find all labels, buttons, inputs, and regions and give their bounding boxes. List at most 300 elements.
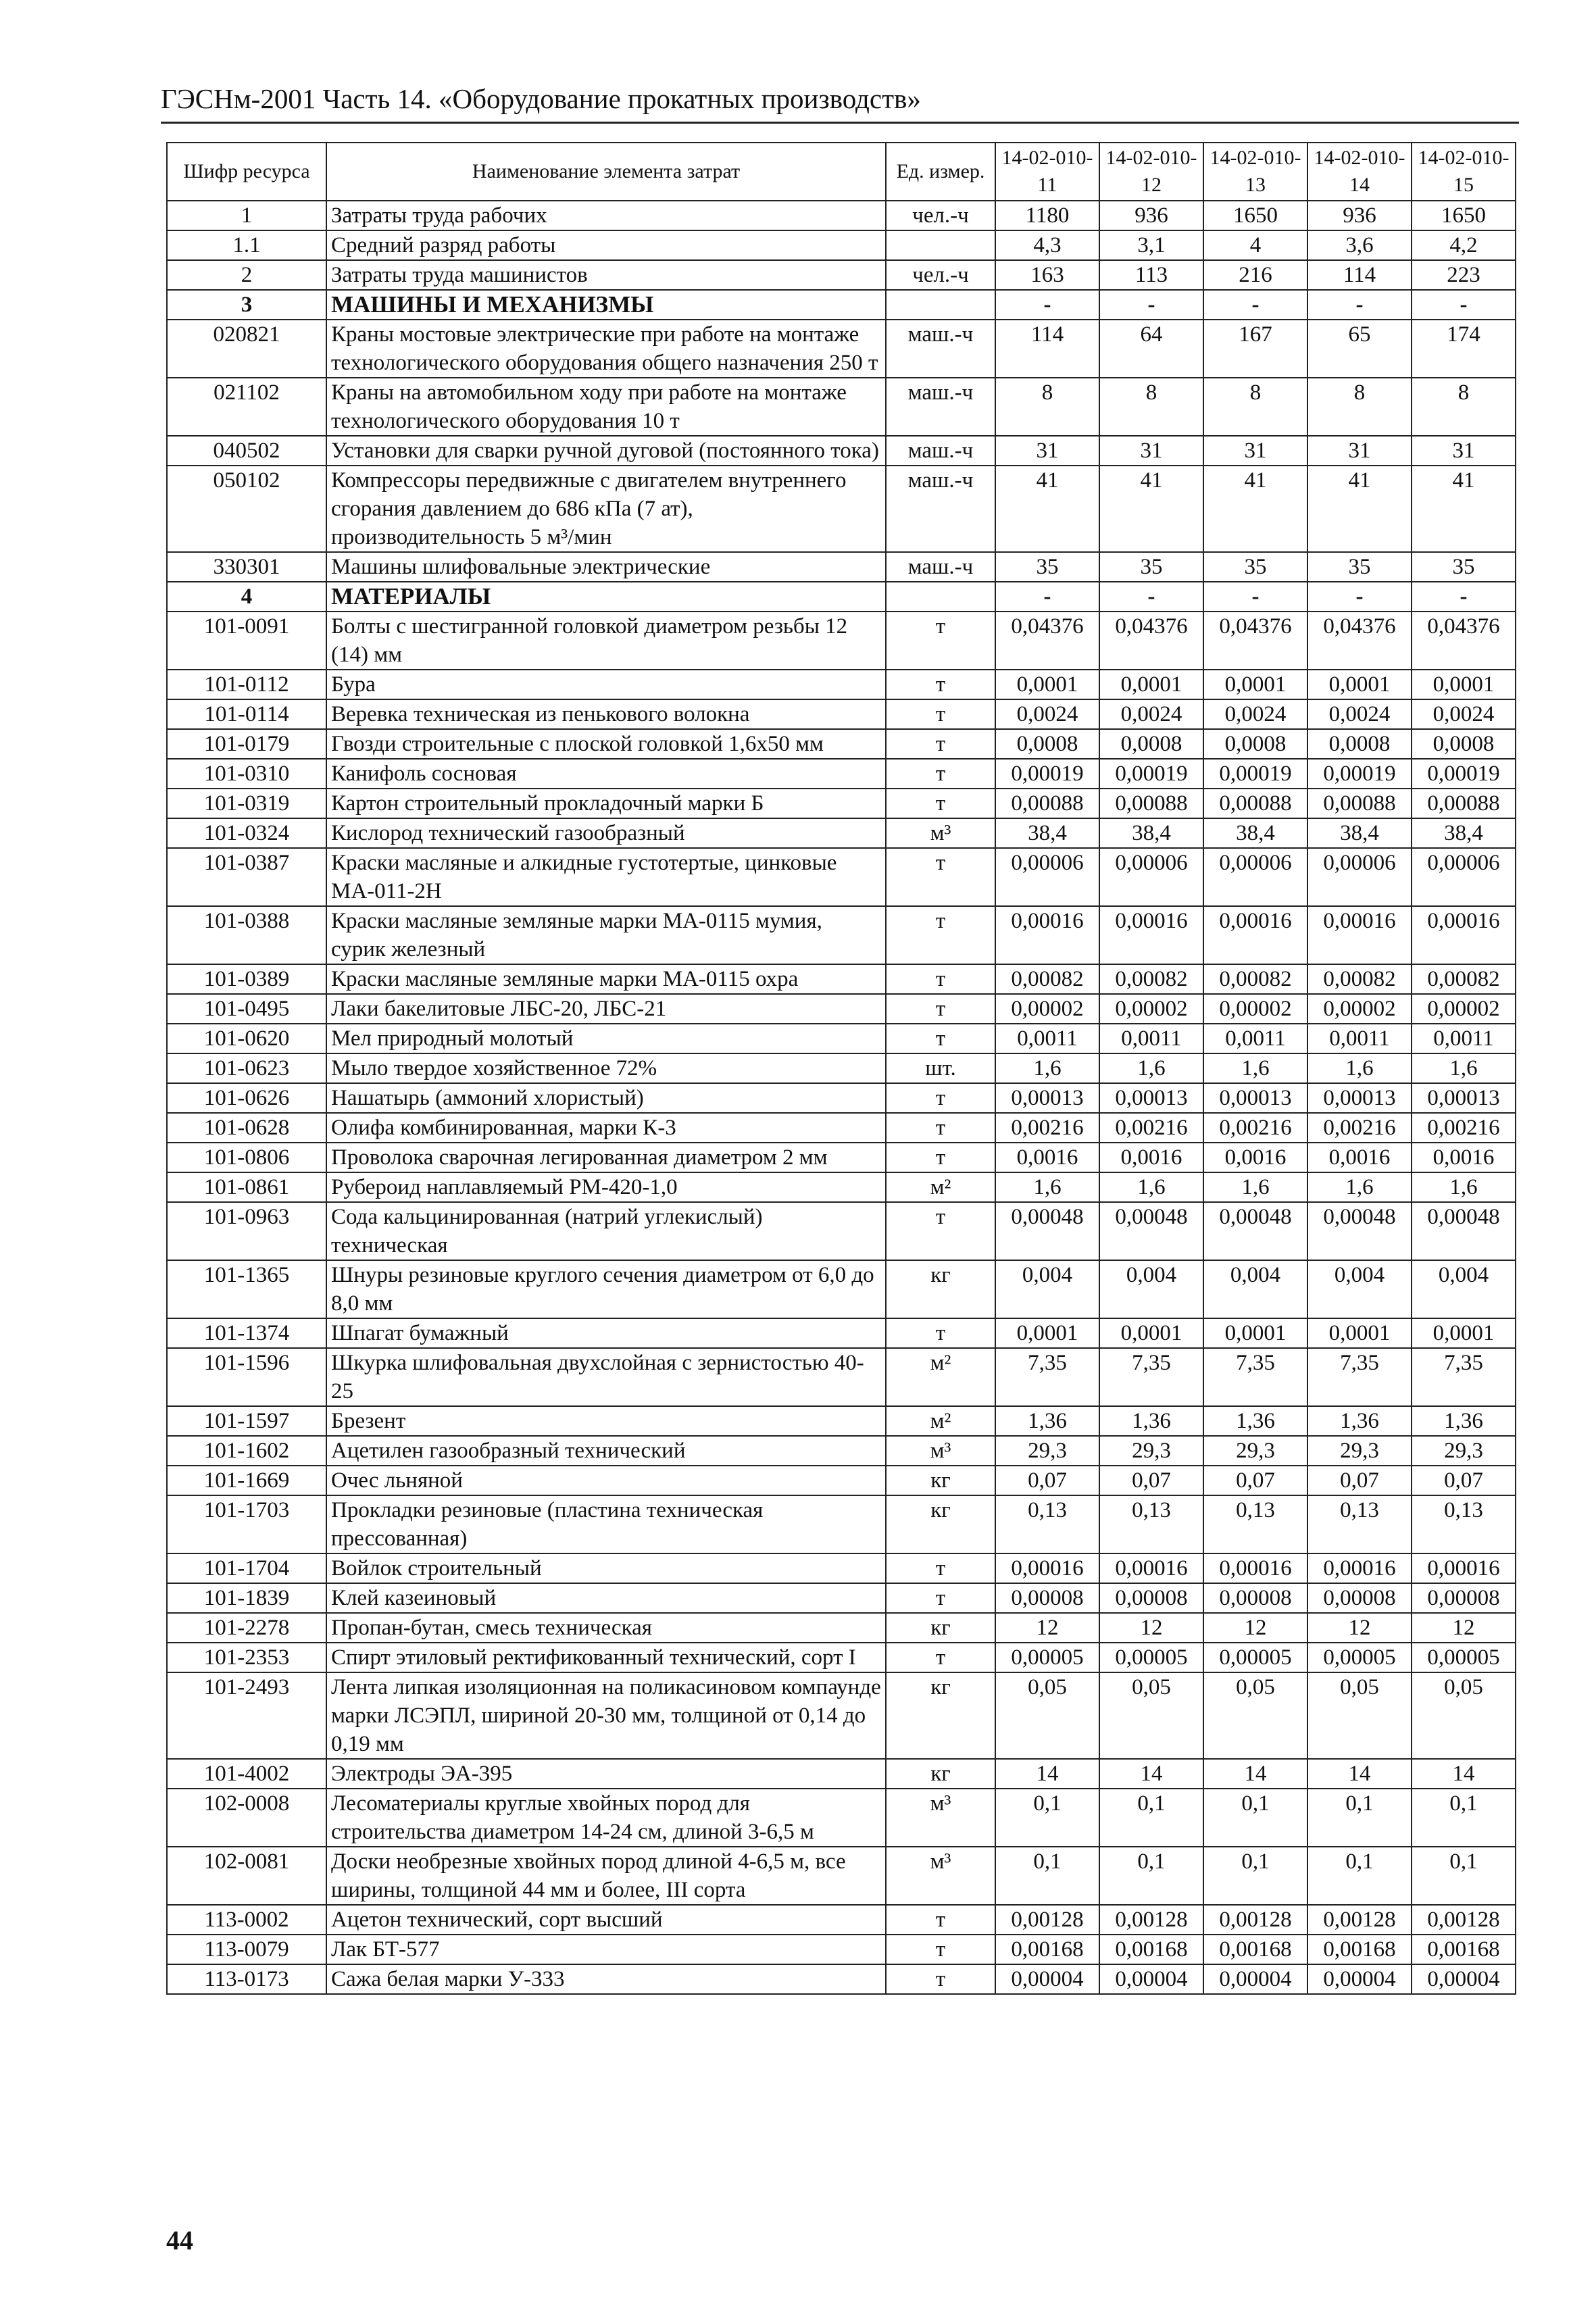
resource-code-cell: 101-0963 — [167, 1202, 326, 1260]
table-row — [167, 1759, 1516, 1789]
value-cell: 0,00216 — [1307, 1113, 1412, 1143]
table-body — [167, 201, 1516, 1994]
value-cell: 0,004 — [1307, 1260, 1412, 1318]
value-cell: 1,6 — [1099, 1172, 1203, 1202]
resource-name-cell: Лесоматериалы круглые хвойных пород для строительства диаметром 14-24 см, длиной 3-6,5 м — [326, 1789, 886, 1847]
resource-code-cell: 4 — [167, 582, 326, 612]
value-cell: 31 — [1307, 436, 1412, 466]
resource-table-container — [166, 142, 1515, 1995]
value-cell: 0,00168 — [1307, 1935, 1412, 1964]
table-row — [167, 1613, 1516, 1643]
resource-name-cell: Картон строительный прокладочный марки Б — [326, 789, 886, 818]
value-cell: 0,00004 — [1203, 1964, 1307, 1994]
unit-cell: т — [886, 1143, 995, 1172]
value-cell: 0,00082 — [1412, 964, 1516, 994]
table-row — [167, 1847, 1516, 1905]
table-row — [167, 378, 1516, 436]
value-cell: 0,07 — [1412, 1466, 1516, 1495]
table-header-row — [167, 143, 1516, 201]
value-cell: 0,00019 — [1412, 759, 1516, 789]
resource-code-cell: 101-1839 — [167, 1583, 326, 1613]
resource-name-cell: Затраты труда рабочих — [326, 201, 886, 230]
value-cell: 0,00128 — [1099, 1905, 1203, 1935]
value-cell: 936 — [1099, 201, 1203, 230]
resource-code-cell: 101-1704 — [167, 1553, 326, 1583]
value-cell: 7,35 — [995, 1348, 1099, 1406]
resource-code-cell: 101-0628 — [167, 1113, 326, 1143]
resource-name-cell: Краски масляные и алкидные густотертые, цинковые МА-011-2Н — [326, 848, 886, 906]
resource-code-cell: 102-0081 — [167, 1847, 326, 1905]
value-cell: 0,1 — [1307, 1789, 1412, 1847]
value-cell: 0,00088 — [1307, 789, 1412, 818]
resource-name-cell: Мыло твердое хозяйственное 72% — [326, 1053, 886, 1083]
value-cell: 1,6 — [1412, 1172, 1516, 1202]
value-cell: 0,004 — [1203, 1260, 1307, 1318]
resource-name-cell: Краны мостовые электрические при работе на монтаже технологического оборудования общего назначения 250 т — [326, 320, 886, 378]
resource-code-cell: 101-4002 — [167, 1759, 326, 1789]
value-cell: 0,0008 — [1412, 729, 1516, 759]
value-cell: 0,00013 — [1412, 1083, 1516, 1113]
resource-name-cell: Шнуры резиновые круглого сечения диаметром от 6,0 до 8,0 мм — [326, 1260, 886, 1318]
value-cell: 31 — [995, 436, 1099, 466]
unit-cell: м³ — [886, 818, 995, 848]
table-row — [167, 320, 1516, 378]
value-cell: 0,13 — [1412, 1495, 1516, 1553]
unit-cell: маш.-ч — [886, 436, 995, 466]
value-cell: 0,00006 — [1203, 848, 1307, 906]
value-cell: 0,00005 — [1099, 1643, 1203, 1672]
unit-cell: маш.-ч — [886, 552, 995, 582]
unit-cell: т — [886, 729, 995, 759]
value-cell: 0,00005 — [1412, 1643, 1516, 1672]
unit-cell: т — [886, 1024, 995, 1053]
value-cell: 0,00019 — [1099, 759, 1203, 789]
resource-code-cell: 101-1596 — [167, 1348, 326, 1406]
column-header: 14-02-010-14 — [1307, 143, 1412, 201]
value-cell: - — [1307, 582, 1412, 612]
value-cell: 29,3 — [1412, 1436, 1516, 1466]
table-row — [167, 1318, 1516, 1348]
resource-code-cell: 1.1 — [167, 230, 326, 260]
value-cell: 174 — [1412, 320, 1516, 378]
unit-cell: м² — [886, 1406, 995, 1436]
value-cell: 0,0024 — [1412, 699, 1516, 729]
value-cell: 0,00082 — [1203, 964, 1307, 994]
value-cell: 1,6 — [1307, 1053, 1412, 1083]
resource-name-cell: Лаки бакелитовые ЛБС-20, ЛБС-21 — [326, 994, 886, 1024]
resource-name-cell: Шкурка шлифовальная двухслойная с зернистостью 40-25 — [326, 1348, 886, 1406]
value-cell: 0,00016 — [1203, 906, 1307, 964]
table-row — [167, 1905, 1516, 1935]
resource-code-cell: 2 — [167, 260, 326, 290]
unit-cell: м³ — [886, 1436, 995, 1466]
value-cell: 0,0008 — [995, 729, 1099, 759]
value-cell: 29,3 — [1307, 1436, 1412, 1466]
value-cell: 0,0024 — [1099, 699, 1203, 729]
resource-code-cell: 101-0319 — [167, 789, 326, 818]
value-cell: 0,00016 — [1307, 906, 1412, 964]
value-cell: 7,35 — [1099, 1348, 1203, 1406]
resource-name-cell: Краски масляные земляные марки МА-0115 мумия, сурик железный — [326, 906, 886, 964]
value-cell: 0,00088 — [995, 789, 1099, 818]
resource-code-cell: 101-2278 — [167, 1613, 326, 1643]
value-cell: 0,00168 — [1203, 1935, 1307, 1964]
resource-name-cell: Ацетон технический, сорт высший — [326, 1905, 886, 1935]
resource-code-cell: 101-1669 — [167, 1466, 326, 1495]
value-cell: 1180 — [995, 201, 1099, 230]
unit-cell: маш.-ч — [886, 378, 995, 436]
page-header: ГЭСНм-2001 Часть 14. «Оборудование прокатных производств» — [161, 81, 1519, 124]
unit-cell: т — [886, 699, 995, 729]
table-row — [167, 1436, 1516, 1466]
value-cell: 0,0011 — [1203, 1024, 1307, 1053]
value-cell: 0,00016 — [1412, 906, 1516, 964]
table-row — [167, 1583, 1516, 1613]
value-cell: 0,07 — [1203, 1466, 1307, 1495]
unit-cell: чел.-ч — [886, 201, 995, 230]
value-cell: 0,00128 — [1203, 1905, 1307, 1935]
resource-name-cell: Сода кальцинированная (натрий углекислый) техническая — [326, 1202, 886, 1260]
resource-code-cell: 101-0861 — [167, 1172, 326, 1202]
value-cell: 0,0011 — [1099, 1024, 1203, 1053]
value-cell: 0,05 — [1412, 1672, 1516, 1759]
value-cell: 0,0024 — [995, 699, 1099, 729]
value-cell: 41 — [1203, 466, 1307, 552]
value-cell: 3,1 — [1099, 230, 1203, 260]
value-cell: - — [1412, 582, 1516, 612]
resource-code-cell: 101-1365 — [167, 1260, 326, 1318]
value-cell: 12 — [995, 1613, 1099, 1643]
table-row — [167, 906, 1516, 964]
value-cell: 1,6 — [1099, 1053, 1203, 1083]
resource-code-cell: 050102 — [167, 466, 326, 552]
value-cell: 1,6 — [995, 1172, 1099, 1202]
table-row — [167, 670, 1516, 699]
resource-code-cell: 113-0173 — [167, 1964, 326, 1994]
unit-cell: т — [886, 1935, 995, 1964]
value-cell: 12 — [1412, 1613, 1516, 1643]
resource-code-cell: 101-1602 — [167, 1436, 326, 1466]
value-cell: 0,0016 — [1412, 1143, 1516, 1172]
value-cell: 0,0008 — [1203, 729, 1307, 759]
value-cell: 0,0016 — [1203, 1143, 1307, 1172]
resource-name-cell: Войлок строительный — [326, 1553, 886, 1583]
value-cell: 167 — [1203, 320, 1307, 378]
unit-cell: м² — [886, 1172, 995, 1202]
table-row — [167, 729, 1516, 759]
table-header — [167, 143, 1516, 201]
value-cell: 14 — [1203, 1759, 1307, 1789]
value-cell: 0,1 — [1412, 1847, 1516, 1905]
unit-cell: т — [886, 848, 995, 906]
resource-code-cell: 101-1374 — [167, 1318, 326, 1348]
resource-name-cell: Болты с шестигранной головкой диаметром резьбы 12 (14) мм — [326, 612, 886, 670]
value-cell: 41 — [995, 466, 1099, 552]
resource-code-cell: 101-0179 — [167, 729, 326, 759]
unit-cell: т — [886, 1318, 995, 1348]
value-cell: 31 — [1203, 436, 1307, 466]
value-cell: 0,1 — [1099, 1789, 1203, 1847]
resource-name-cell: МАШИНЫ И МЕХАНИЗМЫ — [326, 290, 886, 320]
value-cell: 0,1 — [1307, 1847, 1412, 1905]
resource-name-cell: Электроды ЭА-395 — [326, 1759, 886, 1789]
resource-code-cell: 101-0623 — [167, 1053, 326, 1083]
value-cell: 0,0016 — [1099, 1143, 1203, 1172]
column-header: 14-02-010-15 — [1412, 143, 1516, 201]
value-cell: 0,0011 — [1307, 1024, 1412, 1053]
value-cell: 0,00168 — [1412, 1935, 1516, 1964]
value-cell: 38,4 — [1307, 818, 1412, 848]
table-row — [167, 552, 1516, 582]
resource-name-cell: Проволока сварочная легированная диаметром 2 мм — [326, 1143, 886, 1172]
resource-name-cell: Машины шлифовальные электрические — [326, 552, 886, 582]
value-cell: 0,04376 — [1307, 612, 1412, 670]
resource-name-cell: Олифа комбинированная, марки К-3 — [326, 1113, 886, 1143]
value-cell: 0,00013 — [1307, 1083, 1412, 1113]
unit-cell: т — [886, 964, 995, 994]
table-row — [167, 1553, 1516, 1583]
table-row — [167, 848, 1516, 906]
value-cell: 0,004 — [1099, 1260, 1203, 1318]
value-cell: 1,6 — [995, 1053, 1099, 1083]
table-row — [167, 612, 1516, 670]
unit-cell: т — [886, 1583, 995, 1613]
value-cell: 7,35 — [1412, 1348, 1516, 1406]
resource-name-cell: Затраты труда машинистов — [326, 260, 886, 290]
value-cell: 0,00082 — [1307, 964, 1412, 994]
value-cell: - — [995, 582, 1099, 612]
column-header: Наименование элемента затрат — [326, 143, 886, 201]
value-cell: 14 — [1412, 1759, 1516, 1789]
value-cell: 31 — [1412, 436, 1516, 466]
value-cell: 0,00088 — [1203, 789, 1307, 818]
resource-name-cell: Гвозди строительные с плоской головкой 1,6х50 мм — [326, 729, 886, 759]
value-cell: 0,00016 — [995, 906, 1099, 964]
value-cell: 7,35 — [1307, 1348, 1412, 1406]
table-row — [167, 1348, 1516, 1406]
value-cell: 0,00048 — [1412, 1202, 1516, 1260]
value-cell: 0,0001 — [1307, 670, 1412, 699]
table-row — [167, 1466, 1516, 1495]
value-cell: 14 — [1307, 1759, 1412, 1789]
value-cell: 0,00013 — [1203, 1083, 1307, 1113]
value-cell: 1650 — [1412, 201, 1516, 230]
value-cell: 936 — [1307, 201, 1412, 230]
table-row — [167, 759, 1516, 789]
resource-code-cell: 101-0495 — [167, 994, 326, 1024]
unit-cell: кг — [886, 1495, 995, 1553]
table-row — [167, 1202, 1516, 1260]
column-header: 14-02-010-11 — [995, 143, 1099, 201]
value-cell: 0,00002 — [1099, 994, 1203, 1024]
value-cell: 1,6 — [1203, 1053, 1307, 1083]
value-cell: 64 — [1099, 320, 1203, 378]
table-row — [167, 1495, 1516, 1553]
value-cell: - — [1099, 582, 1203, 612]
value-cell: 0,00128 — [1412, 1905, 1516, 1935]
value-cell: 0,0001 — [1099, 670, 1203, 699]
unit-cell: т — [886, 1113, 995, 1143]
value-cell: 0,04376 — [995, 612, 1099, 670]
value-cell: 8 — [1099, 378, 1203, 436]
resource-code-cell: 102-0008 — [167, 1789, 326, 1847]
unit-cell — [886, 290, 995, 320]
resource-code-cell: 101-1597 — [167, 1406, 326, 1436]
value-cell: 0,00016 — [1412, 1553, 1516, 1583]
table-row — [167, 1935, 1516, 1964]
value-cell: 1,36 — [1307, 1406, 1412, 1436]
value-cell: 0,13 — [1307, 1495, 1412, 1553]
unit-cell: т — [886, 789, 995, 818]
value-cell: - — [1203, 582, 1307, 612]
value-cell: 7,35 — [1203, 1348, 1307, 1406]
resource-code-cell: 101-0389 — [167, 964, 326, 994]
value-cell: 1,36 — [1412, 1406, 1516, 1436]
table-row — [167, 1643, 1516, 1672]
value-cell: 0,1 — [1203, 1847, 1307, 1905]
unit-cell: кг — [886, 1759, 995, 1789]
unit-cell: т — [886, 759, 995, 789]
unit-cell: т — [886, 1643, 995, 1672]
value-cell: 0,00019 — [1307, 759, 1412, 789]
column-header: Шифр ресурса — [167, 143, 326, 201]
value-cell: 14 — [995, 1759, 1099, 1789]
resource-name-cell: Сажа белая марки У-333 — [326, 1964, 886, 1994]
resource-code-cell: 101-0620 — [167, 1024, 326, 1053]
value-cell: 38,4 — [1099, 818, 1203, 848]
value-cell: 12 — [1203, 1613, 1307, 1643]
value-cell: 0,1 — [1099, 1847, 1203, 1905]
resource-code-cell: 101-0388 — [167, 906, 326, 964]
value-cell: 0,13 — [995, 1495, 1099, 1553]
value-cell: 0,0011 — [995, 1024, 1099, 1053]
value-cell: 29,3 — [1203, 1436, 1307, 1466]
value-cell: 1,6 — [1307, 1172, 1412, 1202]
unit-cell: чел.-ч — [886, 260, 995, 290]
value-cell: 0,00006 — [1412, 848, 1516, 906]
value-cell: 0,00088 — [1099, 789, 1203, 818]
value-cell: 0,04376 — [1099, 612, 1203, 670]
value-cell: 12 — [1099, 1613, 1203, 1643]
value-cell: - — [1203, 290, 1307, 320]
unit-cell: кг — [886, 1260, 995, 1318]
value-cell: 0,1 — [995, 1847, 1099, 1905]
value-cell: 0,00008 — [995, 1583, 1099, 1613]
value-cell: 0,0001 — [995, 670, 1099, 699]
value-cell: 0,0011 — [1412, 1024, 1516, 1053]
resource-code-cell: 101-2353 — [167, 1643, 326, 1672]
value-cell: 12 — [1307, 1613, 1412, 1643]
value-cell: 0,0024 — [1307, 699, 1412, 729]
resource-name-cell: Шпагат бумажный — [326, 1318, 886, 1348]
column-header: 14-02-010-13 — [1203, 143, 1307, 201]
value-cell: 0,00002 — [1307, 994, 1412, 1024]
value-cell: 38,4 — [1203, 818, 1307, 848]
column-header: Ед. измер. — [886, 143, 995, 201]
value-cell: 0,04376 — [1412, 612, 1516, 670]
value-cell: 0,00128 — [1307, 1905, 1412, 1935]
value-cell: 114 — [1307, 260, 1412, 290]
resource-code-cell: 101-0626 — [167, 1083, 326, 1113]
unit-cell: т — [886, 670, 995, 699]
resource-name-cell: Бура — [326, 670, 886, 699]
value-cell: 0,07 — [995, 1466, 1099, 1495]
unit-cell: т — [886, 1553, 995, 1583]
table-row — [167, 1024, 1516, 1053]
resource-name-cell: Прокладки резиновые (пластина техническая прессованная) — [326, 1495, 886, 1553]
value-cell: 8 — [1412, 378, 1516, 436]
table-row — [167, 1172, 1516, 1202]
value-cell: 1650 — [1203, 201, 1307, 230]
value-cell: 0,0016 — [1307, 1143, 1412, 1172]
value-cell: 0,00082 — [995, 964, 1099, 994]
resource-code-cell: 021102 — [167, 378, 326, 436]
resource-code-cell: 330301 — [167, 552, 326, 582]
value-cell: 29,3 — [995, 1436, 1099, 1466]
value-cell: 0,00004 — [995, 1964, 1099, 1994]
value-cell: 0,00008 — [1307, 1583, 1412, 1613]
unit-cell: маш.-ч — [886, 466, 995, 552]
table-row — [167, 230, 1516, 260]
value-cell: 38,4 — [1412, 818, 1516, 848]
value-cell: 0,00016 — [1099, 1553, 1203, 1583]
value-cell: 0,0001 — [1203, 1318, 1307, 1348]
unit-cell: кг — [886, 1466, 995, 1495]
value-cell: 0,07 — [1099, 1466, 1203, 1495]
value-cell: 14 — [1099, 1759, 1203, 1789]
value-cell: 0,00006 — [1099, 848, 1203, 906]
page-number: 44 — [166, 2225, 193, 2256]
value-cell: 0,0024 — [1203, 699, 1307, 729]
resource-code-cell: 101-1703 — [167, 1495, 326, 1553]
value-cell: 1,6 — [1412, 1053, 1516, 1083]
value-cell: 0,00016 — [1307, 1553, 1412, 1583]
resource-name-cell: Рубероид наплавляемый РМ-420-1,0 — [326, 1172, 886, 1202]
resource-name-cell: Мел природный молотый — [326, 1024, 886, 1053]
table-row — [167, 1143, 1516, 1172]
value-cell: 0,05 — [995, 1672, 1099, 1759]
value-cell: 113 — [1099, 260, 1203, 290]
value-cell: 1,36 — [995, 1406, 1099, 1436]
value-cell: 0,00016 — [995, 1553, 1099, 1583]
table-row — [167, 1406, 1516, 1436]
value-cell: 0,00002 — [1203, 994, 1307, 1024]
value-cell: 0,1 — [1203, 1789, 1307, 1847]
value-cell: 4,3 — [995, 230, 1099, 260]
value-cell: 0,00016 — [1203, 1553, 1307, 1583]
value-cell: 0,13 — [1203, 1495, 1307, 1553]
table-row — [167, 1083, 1516, 1113]
value-cell: 8 — [1203, 378, 1307, 436]
value-cell: 0,04376 — [1203, 612, 1307, 670]
resource-name-cell: Кислород технический газообразный — [326, 818, 886, 848]
resource-name-cell: Краски масляные земляные марки МА-0115 охра — [326, 964, 886, 994]
value-cell: 41 — [1099, 466, 1203, 552]
value-cell: - — [1099, 290, 1203, 320]
value-cell: 0,00008 — [1203, 1583, 1307, 1613]
resource-code-cell: 101-0091 — [167, 612, 326, 670]
unit-cell: маш.-ч — [886, 320, 995, 378]
value-cell: 0,00016 — [1099, 906, 1203, 964]
value-cell: - — [1412, 290, 1516, 320]
value-cell: 0,00082 — [1099, 964, 1203, 994]
table-row — [167, 582, 1516, 612]
value-cell: 0,0001 — [1412, 1318, 1516, 1348]
resource-code-cell: 101-0324 — [167, 818, 326, 848]
value-cell: 38,4 — [995, 818, 1099, 848]
table-row — [167, 466, 1516, 552]
value-cell: 4,2 — [1412, 230, 1516, 260]
